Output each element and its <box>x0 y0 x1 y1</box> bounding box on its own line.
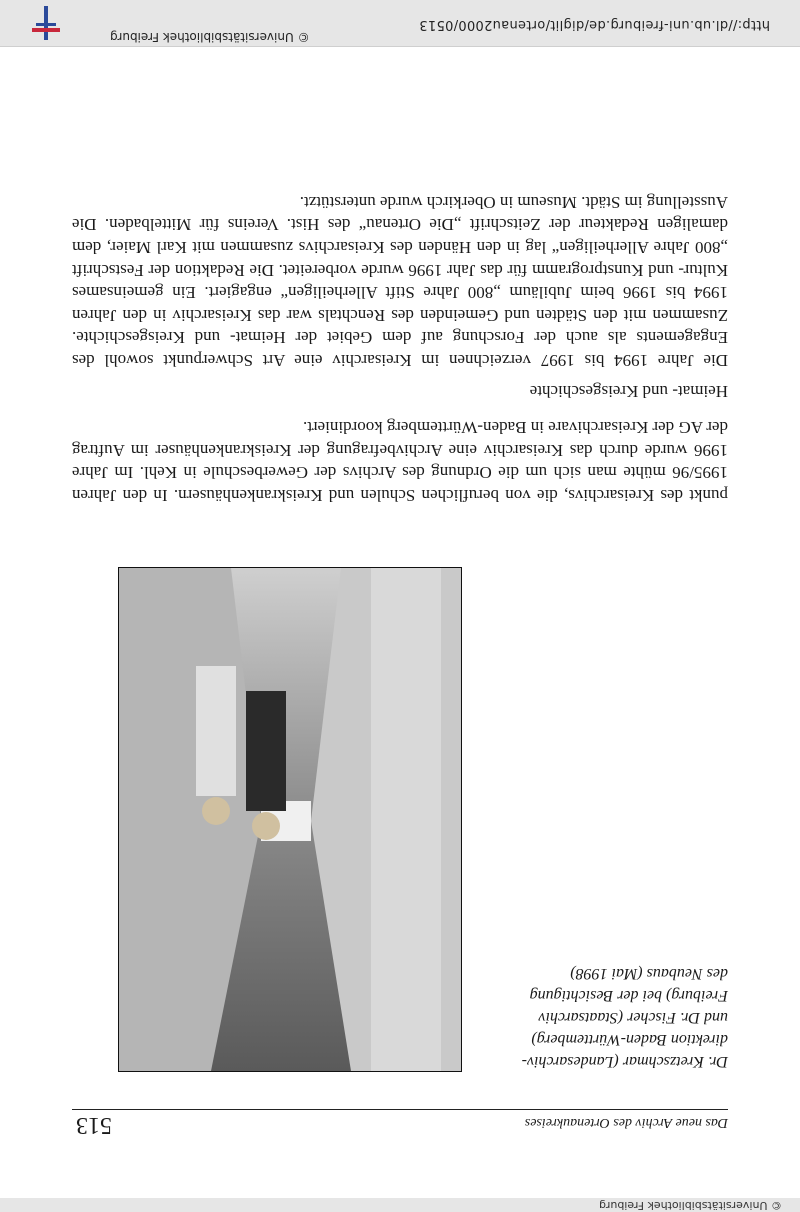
corridor-photo-drawing <box>119 568 461 1071</box>
caption-line: des Neubaus (Mai 1998) <box>570 965 728 982</box>
caption-line: Dr. Kretzschmar (Landesarchiv- <box>521 1053 728 1070</box>
person-1-head <box>252 812 280 840</box>
viewer-top-bar <box>0 0 800 47</box>
person-2 <box>196 666 236 796</box>
running-head-title: Das neue Archiv des Ortenaukreises <box>524 1115 728 1130</box>
photo-caption <box>473 962 728 1072</box>
caption-line: Freiburg) bei der Besichtigung <box>529 987 728 1004</box>
section-heading: Heimat- und Kreisgeschichte <box>529 381 728 401</box>
paragraph: Die Jahre 1994 bis 1997 verzeichnen im Kreisarchiv eine Art Schwerpunkt sowohl des Engagements als auch der Forschung auf dem Gebiet der Heimat- und Kreisgeschichte. Zusammen mit den Städten und Gemeinden des Renchtals war das Kreisarchiv in den Jahren 1994 bis 1996 beim Jubiläum „800 Jahre Stift Allerheiligen“ engagiert. Ein gemeinsames Kultur- und Kunstprogramm für das Jahr 1996 wurde vorbereitet. Die Redaktion der Festschrift „800 Jahre Allerheiligen“ lag in den Händen des Kreisarchivs zusammen mit Karl Maier, dem damaligen Redakteur der Zeitschrift „Die Ortenau“ des Hist. Vereins für Mittelbaden. Die Ausstellung im Städt. Museum in Oberkirch wurde unterstützt. <box>72 192 728 371</box>
caption-line: und Dr. Fischer (Staatsarchiv <box>538 1009 728 1026</box>
credit-bottom: © Universitätsbibliothek Freiburg <box>599 1199 782 1212</box>
person-1 <box>246 691 286 811</box>
archive-corridor-photo <box>118 567 462 1072</box>
pillar <box>371 568 441 1071</box>
page-number: 513 <box>76 1112 112 1138</box>
caption-line: direktion Baden-Württemberg) <box>531 1031 728 1048</box>
running-head <box>72 1109 728 1138</box>
credit-top: © Universitätsbibliothek Freiburg <box>110 30 310 44</box>
person-2-head <box>202 797 230 825</box>
university-logo-icon <box>28 6 64 40</box>
page-url[interactable]: http://dl.ub.uni-freiburg.de/diglit/ortenau2000/0513 <box>419 17 770 32</box>
body-text <box>72 190 728 506</box>
viewer-bottom-strip <box>0 1198 800 1212</box>
paragraph: punkt des Kreisarchivs, die von beruflichen Schulen und Kreiskrankenhäusern. In den Jahren 1995/96 mühte man sich um die Ordnung des Archivs der Gewerbeschule in Kehl. Im Jahre 1996 wurde durch das Kreisarchiv eine Archivbefragung der Kreiskrankenhäuser im Auftrag der AG der Kreisarchivare in Baden-Württemberg koordiniert. <box>72 418 728 505</box>
